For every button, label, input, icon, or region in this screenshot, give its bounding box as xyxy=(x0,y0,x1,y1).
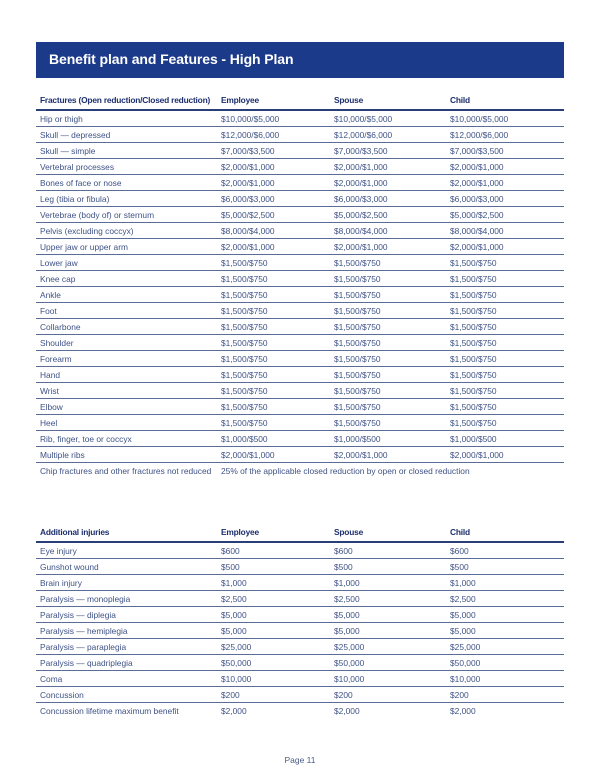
table-row-chip-fractures xyxy=(36,463,564,482)
table-row xyxy=(36,655,564,671)
table-row xyxy=(36,223,564,239)
spouse-value: $1,500/$750 xyxy=(330,287,446,303)
spouse-value: $1,500/$750 xyxy=(330,271,446,287)
row-label: Paralysis — diplegia xyxy=(36,607,217,623)
employee-value: $50,000 xyxy=(217,655,330,671)
row-label: Vertebral processes xyxy=(36,159,217,175)
table-row xyxy=(36,351,564,367)
child-value: $50,000 xyxy=(446,655,564,671)
employee-value: $1,500/$750 xyxy=(217,415,330,431)
employee-value: $10,000/$5,000 xyxy=(217,110,330,127)
employee-value: $10,000 xyxy=(217,671,330,687)
spouse-value: $5,000 xyxy=(330,623,446,639)
table-row xyxy=(36,415,564,431)
employee-value: $2,000/$1,000 xyxy=(217,159,330,175)
child-value: $1,500/$750 xyxy=(446,415,564,431)
child-value: $1,500/$750 xyxy=(446,335,564,351)
spouse-value: $200 xyxy=(330,687,446,703)
row-label: Vertebrae (body of) or sternum xyxy=(36,207,217,223)
row-label: Forearm xyxy=(36,351,217,367)
child-value: $1,500/$750 xyxy=(446,255,564,271)
employee-value: $1,500/$750 xyxy=(217,287,330,303)
child-value: $1,500/$750 xyxy=(446,271,564,287)
section-banner xyxy=(36,42,564,78)
row-label: Eye injury xyxy=(36,542,217,559)
child-value: $5,000 xyxy=(446,623,564,639)
child-value: $5,000/$2,500 xyxy=(446,207,564,223)
table-row xyxy=(36,623,564,639)
table-row xyxy=(36,271,564,287)
employee-value: $1,500/$750 xyxy=(217,335,330,351)
row-label: Skull — depressed xyxy=(36,127,217,143)
table-row xyxy=(36,399,564,415)
row-label: Concussion lifetime maximum benefit xyxy=(40,705,179,716)
column-header-employee: Employee xyxy=(217,93,330,110)
child-value: $6,000/$3,000 xyxy=(446,191,564,207)
child-value: $1,500/$750 xyxy=(446,287,564,303)
child-value: $1,500/$750 xyxy=(446,383,564,399)
page-number: Page 11 xyxy=(284,755,316,765)
employee-value: $5,000 xyxy=(217,607,330,623)
table-row xyxy=(36,303,564,319)
employee-value: $500 xyxy=(217,559,330,575)
table-row xyxy=(36,255,564,271)
row-label: Pelvis (excluding coccyx) xyxy=(36,223,217,239)
child-value: $500 xyxy=(446,559,564,575)
child-value: $1,500/$750 xyxy=(446,319,564,335)
employee-value: $1,500/$750 xyxy=(217,303,330,319)
spouse-value: $2,000/$1,000 xyxy=(330,239,446,255)
table-row xyxy=(36,703,564,719)
employee-value: $2,000 xyxy=(221,705,247,716)
row-label: Upper jaw or upper arm xyxy=(36,239,217,255)
spouse-value: $7,000/$3,500 xyxy=(330,143,446,159)
row-label: Paralysis — monoplegia xyxy=(36,591,217,607)
spouse-value: $2,000/$1,000 xyxy=(330,447,446,463)
child-value: $600 xyxy=(446,542,564,559)
child-value: $5,000 xyxy=(446,607,564,623)
spouse-value: $1,500/$750 xyxy=(330,303,446,319)
child-value: $200 xyxy=(446,687,564,703)
spouse-value: $1,500/$750 xyxy=(330,399,446,415)
employee-value: $6,000/$3,000 xyxy=(217,191,330,207)
spouse-value: $2,500 xyxy=(330,591,446,607)
table-row xyxy=(36,319,564,335)
employee-value: $1,500/$750 xyxy=(217,367,330,383)
child-value: $2,000/$1,000 xyxy=(446,447,564,463)
child-value: $1,000/$500 xyxy=(446,431,564,447)
spouse-value: $25,000 xyxy=(330,639,446,655)
row-label: Brain injury xyxy=(36,575,217,591)
table-row xyxy=(36,542,564,559)
row-label: Knee cap xyxy=(36,271,217,287)
row-label: Elbow xyxy=(36,399,217,415)
table-row xyxy=(36,207,564,223)
spouse-value: $6,000/$3,000 xyxy=(330,191,446,207)
employee-value: $12,000/$6,000 xyxy=(217,127,330,143)
row-label: Chip fractures and other fractures not reduced xyxy=(40,466,212,476)
column-header-child: Child xyxy=(446,93,564,110)
child-value: $7,000/$3,500 xyxy=(446,143,564,159)
table-row xyxy=(36,287,564,303)
child-value: $1,500/$750 xyxy=(446,367,564,383)
row-label: Lower jaw xyxy=(36,255,217,271)
employee-value: $2,000/$1,000 xyxy=(217,447,330,463)
row-label: Coma xyxy=(36,671,217,687)
employee-value: $1,500/$750 xyxy=(217,399,330,415)
child-value: $12,000/$6,000 xyxy=(446,127,564,143)
row-label: Rib, finger, toe or coccyx xyxy=(36,431,217,447)
employee-value: $25,000 xyxy=(217,639,330,655)
employee-value: $2,000/$1,000 xyxy=(217,239,330,255)
employee-value: $1,500/$750 xyxy=(217,383,330,399)
row-label: Leg (tibia or fibula) xyxy=(36,191,217,207)
row-label: Foot xyxy=(36,303,217,319)
spouse-value: $1,500/$750 xyxy=(330,319,446,335)
spouse-value: $1,500/$750 xyxy=(330,335,446,351)
row-label: Hand xyxy=(36,367,217,383)
row-label: Hip or thigh xyxy=(36,110,217,127)
spouse-value: $5,000 xyxy=(330,607,446,623)
child-value: $1,500/$750 xyxy=(446,303,564,319)
spouse-value: $10,000 xyxy=(330,671,446,687)
table-row xyxy=(36,559,564,575)
employee-value: $200 xyxy=(217,687,330,703)
table-row xyxy=(36,383,564,399)
row-label: Ankle xyxy=(36,287,217,303)
spouse-value: $2,000/$1,000 xyxy=(330,175,446,191)
table-row xyxy=(36,639,564,655)
table-row xyxy=(36,687,564,703)
employee-value: $8,000/$4,000 xyxy=(217,223,330,239)
employee-value: $5,000 xyxy=(217,623,330,639)
column-header-child: Child xyxy=(446,525,564,542)
spouse-value: $12,000/$6,000 xyxy=(330,127,446,143)
fractures-table xyxy=(36,93,564,481)
employee-value: $5,000/$2,500 xyxy=(217,207,330,223)
spouse-value: $5,000/$2,500 xyxy=(330,207,446,223)
row-label: Gunshot wound xyxy=(36,559,217,575)
employee-value: $1,500/$750 xyxy=(217,351,330,367)
child-value: $10,000/$5,000 xyxy=(446,110,564,127)
child-value: $8,000/$4,000 xyxy=(446,223,564,239)
spouse-value: $600 xyxy=(330,542,446,559)
employee-value: $1,500/$750 xyxy=(217,255,330,271)
table-row xyxy=(36,191,564,207)
row-label: Paralysis — quadriplegia xyxy=(36,655,217,671)
employee-value: $1,500/$750 xyxy=(217,271,330,287)
employee-value: $1,000 xyxy=(217,575,330,591)
table-row xyxy=(36,159,564,175)
table-row xyxy=(36,239,564,255)
table-row xyxy=(36,127,564,143)
spouse-value: $1,000/$500 xyxy=(330,431,446,447)
employee-value: $600 xyxy=(217,542,330,559)
child-value: $1,500/$750 xyxy=(446,399,564,415)
child-value: $25,000 xyxy=(446,639,564,655)
employee-value: $2,000/$1,000 xyxy=(217,175,330,191)
employee-value: $7,000/$3,500 xyxy=(217,143,330,159)
row-label: Wrist xyxy=(36,383,217,399)
child-value: $2,000/$1,000 xyxy=(446,239,564,255)
table-row xyxy=(36,143,564,159)
child-value: $2,000/$1,000 xyxy=(446,175,564,191)
spouse-value: $1,000 xyxy=(330,575,446,591)
spouse-value: $8,000/$4,000 xyxy=(330,223,446,239)
column-header-spouse: Spouse xyxy=(330,93,446,110)
row-value: 25% of the applicable closed reduction by open or closed reduction xyxy=(221,466,470,476)
table-row xyxy=(36,175,564,191)
row-label: Bones of face or nose xyxy=(36,175,217,191)
child-value: $1,500/$750 xyxy=(446,351,564,367)
row-label: Concussion xyxy=(36,687,217,703)
table-row xyxy=(36,110,564,127)
row-label: Skull — simple xyxy=(36,143,217,159)
table-header-row xyxy=(36,93,564,110)
table-row xyxy=(36,447,564,463)
row-label: Paralysis — hemiplegia xyxy=(36,623,217,639)
child-value: $2,500 xyxy=(446,591,564,607)
spouse-value: $500 xyxy=(330,559,446,575)
column-header-spouse: Spouse xyxy=(330,525,446,542)
child-value: $1,000 xyxy=(446,575,564,591)
table-row xyxy=(36,607,564,623)
column-header-employee: Employee xyxy=(217,525,330,542)
spouse-value: $1,500/$750 xyxy=(330,415,446,431)
table-header-row xyxy=(36,525,564,542)
spouse-value: $2,000 xyxy=(334,705,360,716)
table-row xyxy=(36,335,564,351)
additional-injuries-table-body xyxy=(36,542,564,718)
page-title: Benefit plan and Features - High Plan xyxy=(49,51,294,67)
spouse-value: $1,500/$750 xyxy=(330,367,446,383)
table-row xyxy=(36,367,564,383)
employee-value: $1,000/$500 xyxy=(217,431,330,447)
row-label: Paralysis — paraplegia xyxy=(36,639,217,655)
column-header-additional-injuries: Additional injuries xyxy=(36,525,217,542)
row-label: Shoulder xyxy=(36,335,217,351)
column-header-fractures: Fractures (Open reduction/Closed reduction) xyxy=(36,93,217,110)
row-label: Multiple ribs xyxy=(36,447,217,463)
child-value: $2,000/$1,000 xyxy=(446,159,564,175)
table-row xyxy=(36,671,564,687)
spouse-value: $1,500/$750 xyxy=(330,255,446,271)
spouse-value: $1,500/$750 xyxy=(330,351,446,367)
spouse-value: $10,000/$5,000 xyxy=(330,110,446,127)
spouse-value: $2,000/$1,000 xyxy=(330,159,446,175)
additional-injuries-table xyxy=(36,525,564,718)
table-row xyxy=(36,591,564,607)
child-value: $2,000 xyxy=(450,705,476,716)
employee-value: $2,500 xyxy=(217,591,330,607)
child-value: $10,000 xyxy=(446,671,564,687)
row-label: Collarbone xyxy=(36,319,217,335)
row-label: Heel xyxy=(36,415,217,431)
table-row xyxy=(36,431,564,447)
fractures-table-body xyxy=(36,110,564,463)
spouse-value: $50,000 xyxy=(330,655,446,671)
spouse-value: $1,500/$750 xyxy=(330,383,446,399)
table-row xyxy=(36,575,564,591)
employee-value: $1,500/$750 xyxy=(217,319,330,335)
